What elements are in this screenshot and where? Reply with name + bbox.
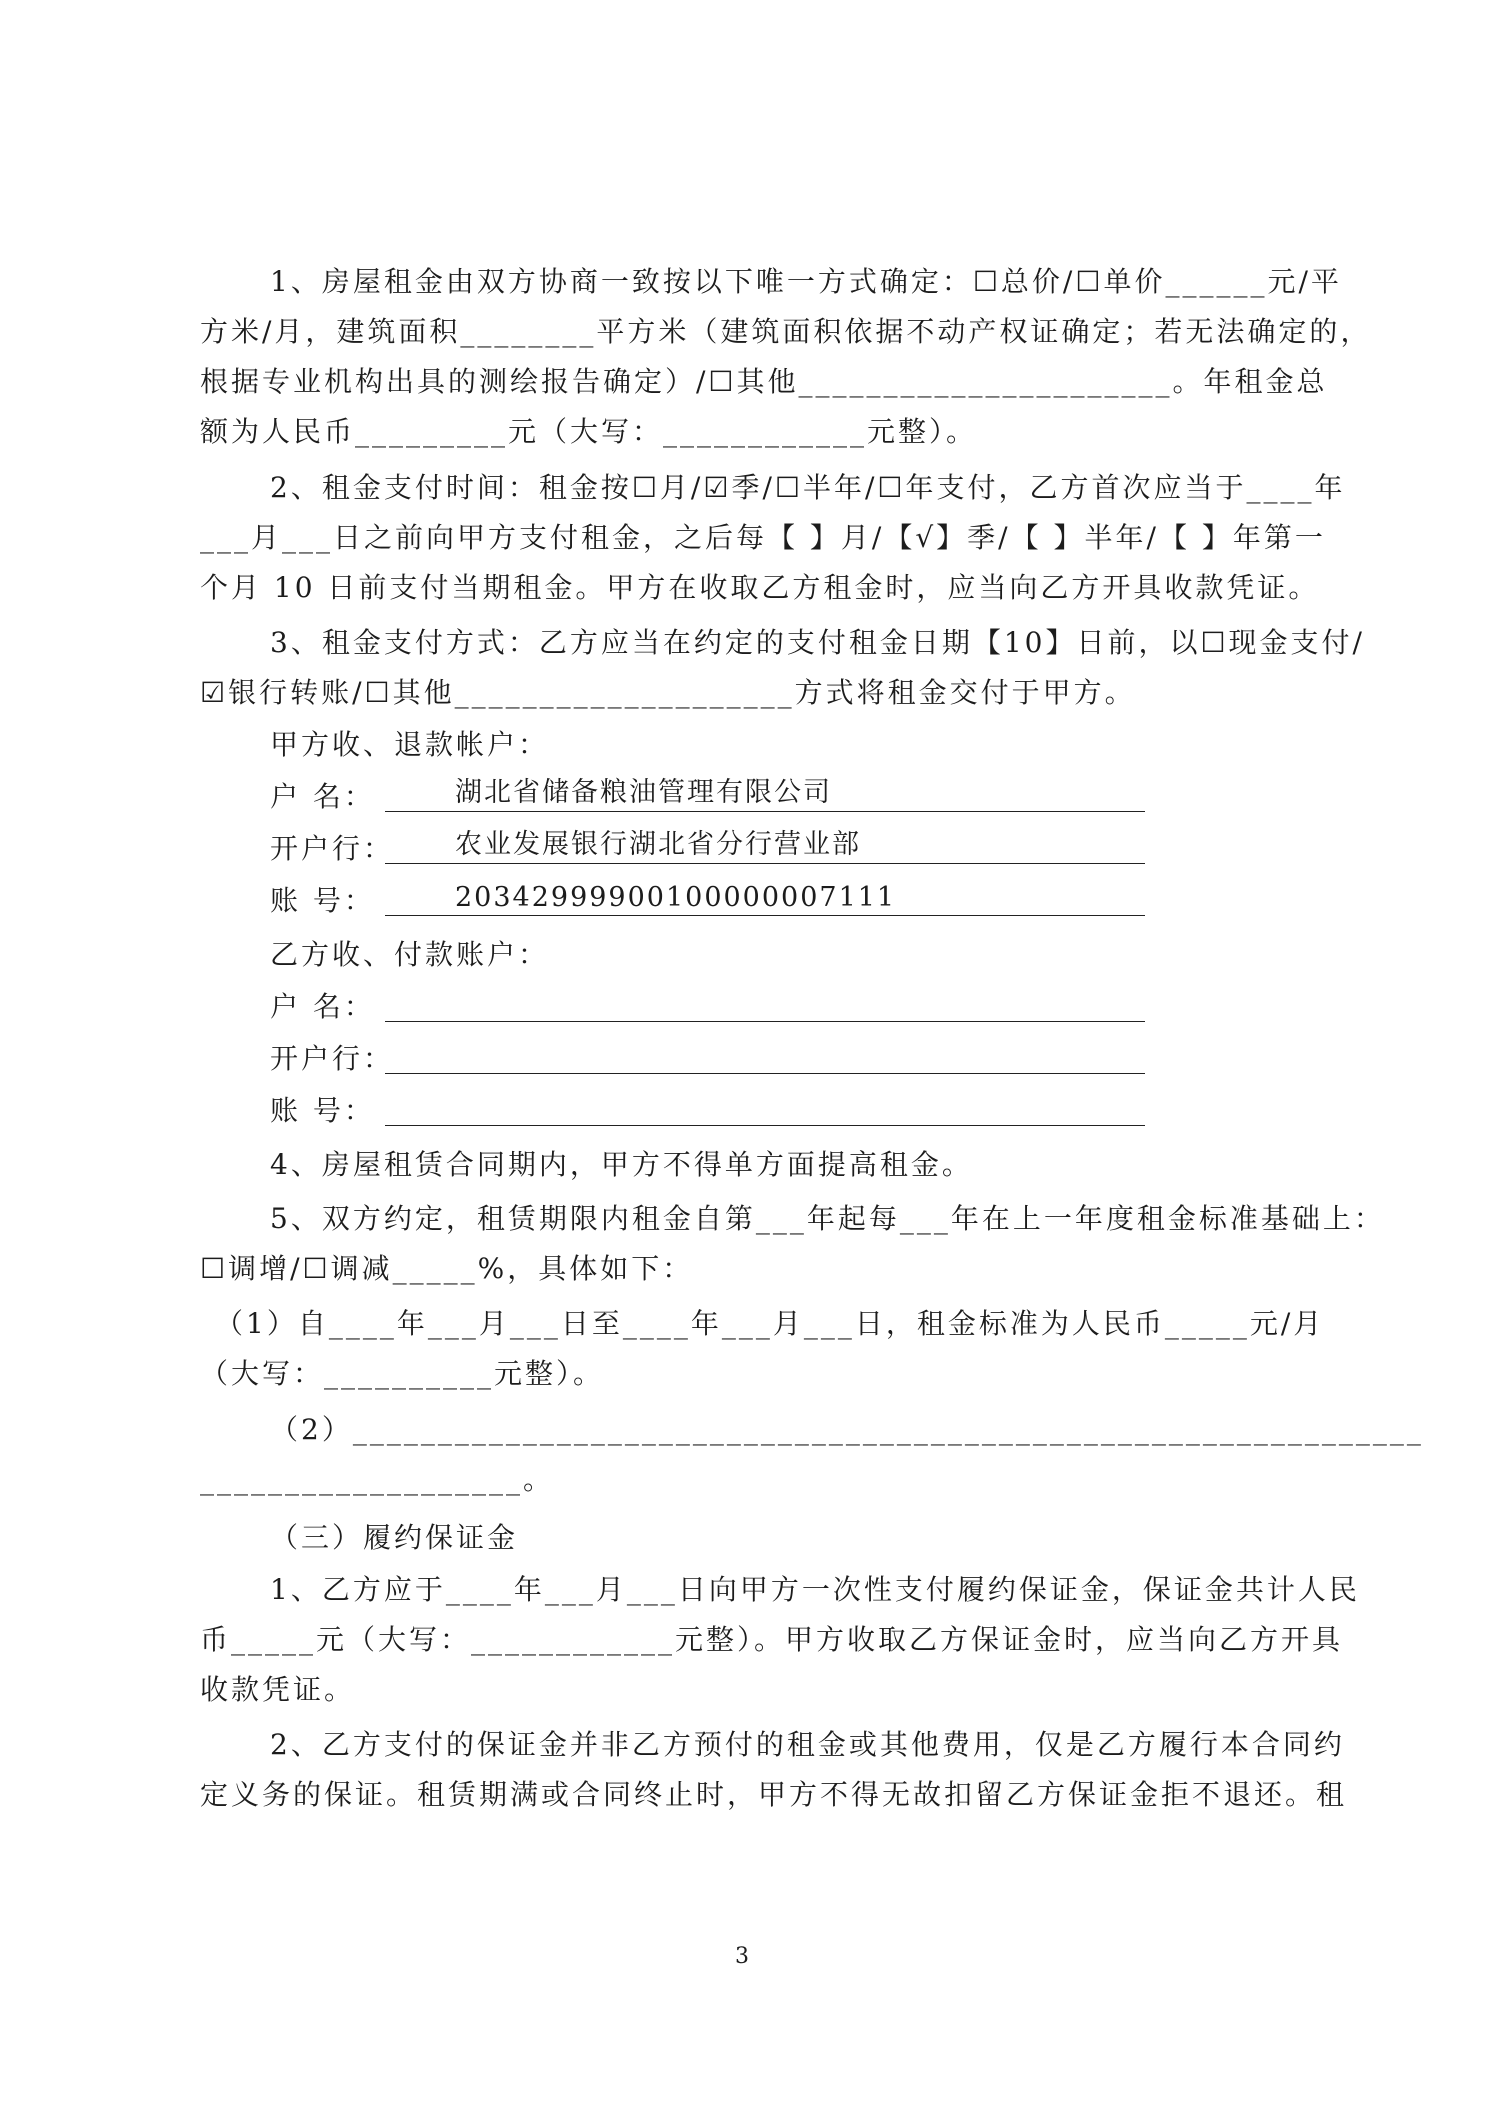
text-line: 收款凭证。 (200, 1673, 356, 1706)
section-heading: （三）履约保证金 (270, 1521, 519, 1554)
account-number-field (385, 879, 1145, 916)
account-number-label: 账 号： (270, 1094, 375, 1127)
account-name-field (385, 985, 1145, 1022)
text-line: （2）_______________________________________________________________ (270, 1413, 1424, 1446)
account-name-label: 户 名： (270, 780, 375, 813)
text-line: 个月 10 日前支付当期租金。甲方在收取乙方租金时，应当向乙方开具收款凭证。 (200, 571, 1320, 604)
text-line: ☐调增/☐调减_____%，具体如下： (200, 1252, 694, 1285)
account-name-label: 户 名： (270, 990, 375, 1023)
text-line: ___________________。 (200, 1463, 555, 1496)
text-line: 3、租金支付方式：乙方应当在约定的支付租金日期【10】日前，以☐现金支付/ (270, 626, 1365, 659)
bank-label: 开户行： (270, 1042, 395, 1075)
account-name-field (385, 775, 1145, 812)
text-line: 额为人民币_________元（大写：____________元整）。 (200, 415, 978, 448)
text-line: 定义务的保证。租赁期满或合同终止时，甲方不得无故扣留乙方保证金拒不退还。租 (200, 1778, 1348, 1811)
text-line: （1）自____年___月___日至____年___月___日，租金标准为人民币_____元/月 (215, 1307, 1325, 1340)
bank-value: 农业发展银行湖北省分行营业部 (455, 829, 861, 860)
account-number-label: 账 号： (270, 884, 375, 917)
text-line: 4、房屋租赁合同期内，甲方不得单方面提高租金。 (270, 1148, 973, 1181)
text-line: 1、乙方应于____年___月___日向甲方一次性支付履约保证金，保证金共计人民 (270, 1573, 1360, 1606)
bank-field (385, 1037, 1145, 1074)
text-line: 币_____元（大写：____________元整）。甲方收取乙方保证金时，应当向乙方开具 (200, 1623, 1344, 1656)
account-number-field (385, 1089, 1145, 1126)
account-name-value: 湖北省储备粮油管理有限公司 (455, 777, 832, 808)
text-line: 2、租金支付时间：租金按☐月/☑季/☐半年/☐年支付，乙方首次应当于____年 (270, 471, 1346, 504)
text-line: 5、双方约定，租赁期限内租金自第___年起每___年在上一年度租金标准基础上： (270, 1202, 1385, 1235)
section-label: 乙方收、付款账户： (270, 938, 550, 971)
bank-field (385, 827, 1145, 864)
bank-label: 开户行： (270, 832, 395, 865)
text-line: ☑银行转账/☐其他____________________方式将租金交付于甲方。 (200, 676, 1136, 709)
text-line: 2、乙方支付的保证金并非乙方预付的租金或其他费用，仅是乙方履行本合同约 (270, 1728, 1345, 1761)
page-number: 3 (735, 1944, 749, 1969)
text-line: 方米/月，建筑面积________平方米（建筑面积依据不动产权证确定；若无法确定的， (200, 315, 1372, 348)
text-line: 1、房屋租金由双方协商一致按以下唯一方式确定：☐总价/☐单价______元/平 (270, 265, 1342, 298)
text-line: 根据专业机构出具的测绘报告确定）/☐其他______________________。年租金总 (200, 365, 1328, 398)
section-label: 甲方收、退款帐户： (270, 728, 550, 761)
text-line: ___月___日之前向甲方支付租金，之后每【 】月/【√】季/【 】半年/【 】年第一 (200, 521, 1326, 554)
account-number-value: 20342999900100000007111 (455, 882, 897, 913)
text-line: （大写：__________元整）。 (200, 1357, 605, 1390)
